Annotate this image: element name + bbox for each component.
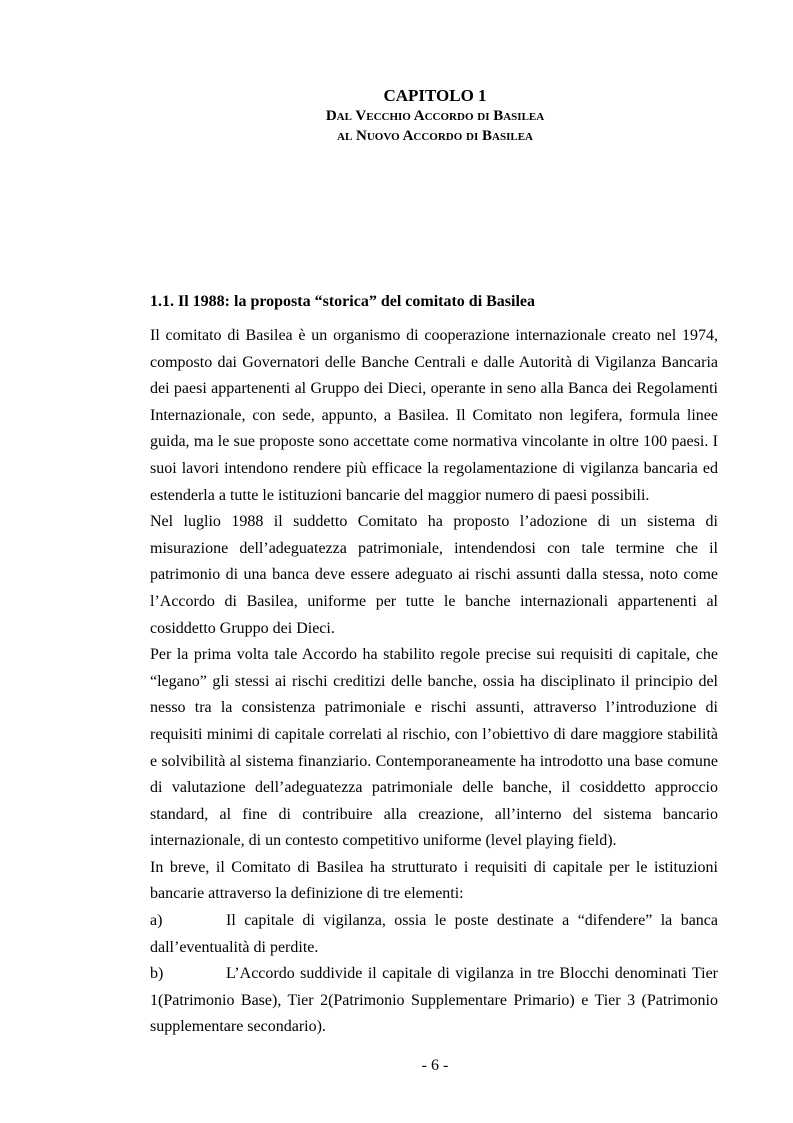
chapter-number: CAPITOLO 1 <box>383 86 487 105</box>
paragraph: In breve, il Comitato di Basilea ha strutturato i requisiti di capitale per le istituzioni bancarie attraverso la definizione di tre elementi: <box>150 858 718 903</box>
section-heading: 1.1. Il 1988: la proposta “storica” del comitato di Basilea <box>150 293 536 310</box>
list-label: b) <box>150 965 164 983</box>
list-item-b <box>150 961 718 1041</box>
list-text: Il capitale di vigilanza, ossia le poste destinate a “difendere” la banca dall’eventualità di perdite. <box>150 912 718 956</box>
chapter-title-line-1: Dal Vecchio Accordo di Basilea <box>325 108 545 124</box>
chapter-title-line-2: al Nuovo Accordo di Basilea <box>337 128 533 144</box>
page-number: - 6 - <box>421 1057 449 1074</box>
list-text: L’Accordo suddivide il capitale di vigilanza in tre Blocchi denominati Tier 1(Patrimonio Base), Tier 2(Patrimonio Supplementare Primario) e Tier 3 (Patrimonio supplementare secondario). <box>150 965 718 1036</box>
paragraph: Nel luglio 1988 il suddetto Comitato ha proposto l’adozione di un sistema di misurazione dell’adeguatezza patrimoniale, intendendosi con tale termine che il patrimonio di una banca deve essere adeguato ai rischi assunti dalla stessa, noto come l’Accordo di Basilea, uniforme per tutte le banche internazionali appartenenti al cosiddetto Gruppo dei Dieci. <box>150 513 718 637</box>
chapter-heading <box>0 86 793 146</box>
list-label: a) <box>150 912 163 930</box>
paragraph: Il comitato di Basilea è un organismo di cooperazione internazionale creato nel 1974, composto dai Governatori delle Banche Centrali e dalle Autorità di Vigilanza Bancaria dei paesi appartenenti al Gruppo dei Dieci, operante in seno alla Banca dei Regolamenti Internazionale, con sede, appunto, a Basilea. Il Comitato non legifera, formula linee guida, ma le sue proposte sono accettate come normativa vincolante in oltre 100 paesi. I suoi lavori intendono rendere più efficace la regolamentazione di vigilanza bancaria ed estenderla a tutte le istituzioni bancarie del maggior numero di paesi possibili. <box>150 327 718 504</box>
list-item-a <box>150 908 718 961</box>
body-text <box>150 323 718 1041</box>
paragraph: Per la prima volta tale Accordo ha stabilito regole precise sui requisiti di capitale, che “legano” gli stessi ai rischi creditizi delle banche, ossia ha disciplinato il principio del nesso tra la consistenza patrimoniale e rischi assunti, attraverso l’introduzione di requisiti minimi di capitale correlati al rischio, con l’obiettivo di dare maggiore stabilità e solvibilità al sistema finanziario. Contemporaneamente ha introdotto una base comune di valutazione dell’adeguatezza patrimoniale delle banche, il cosiddetto approccio standard, al fine di contribuire alla creazione, all’interno del sistema bancario internazionale, di un contesto competitivo uniforme (level playing field). <box>150 646 718 850</box>
